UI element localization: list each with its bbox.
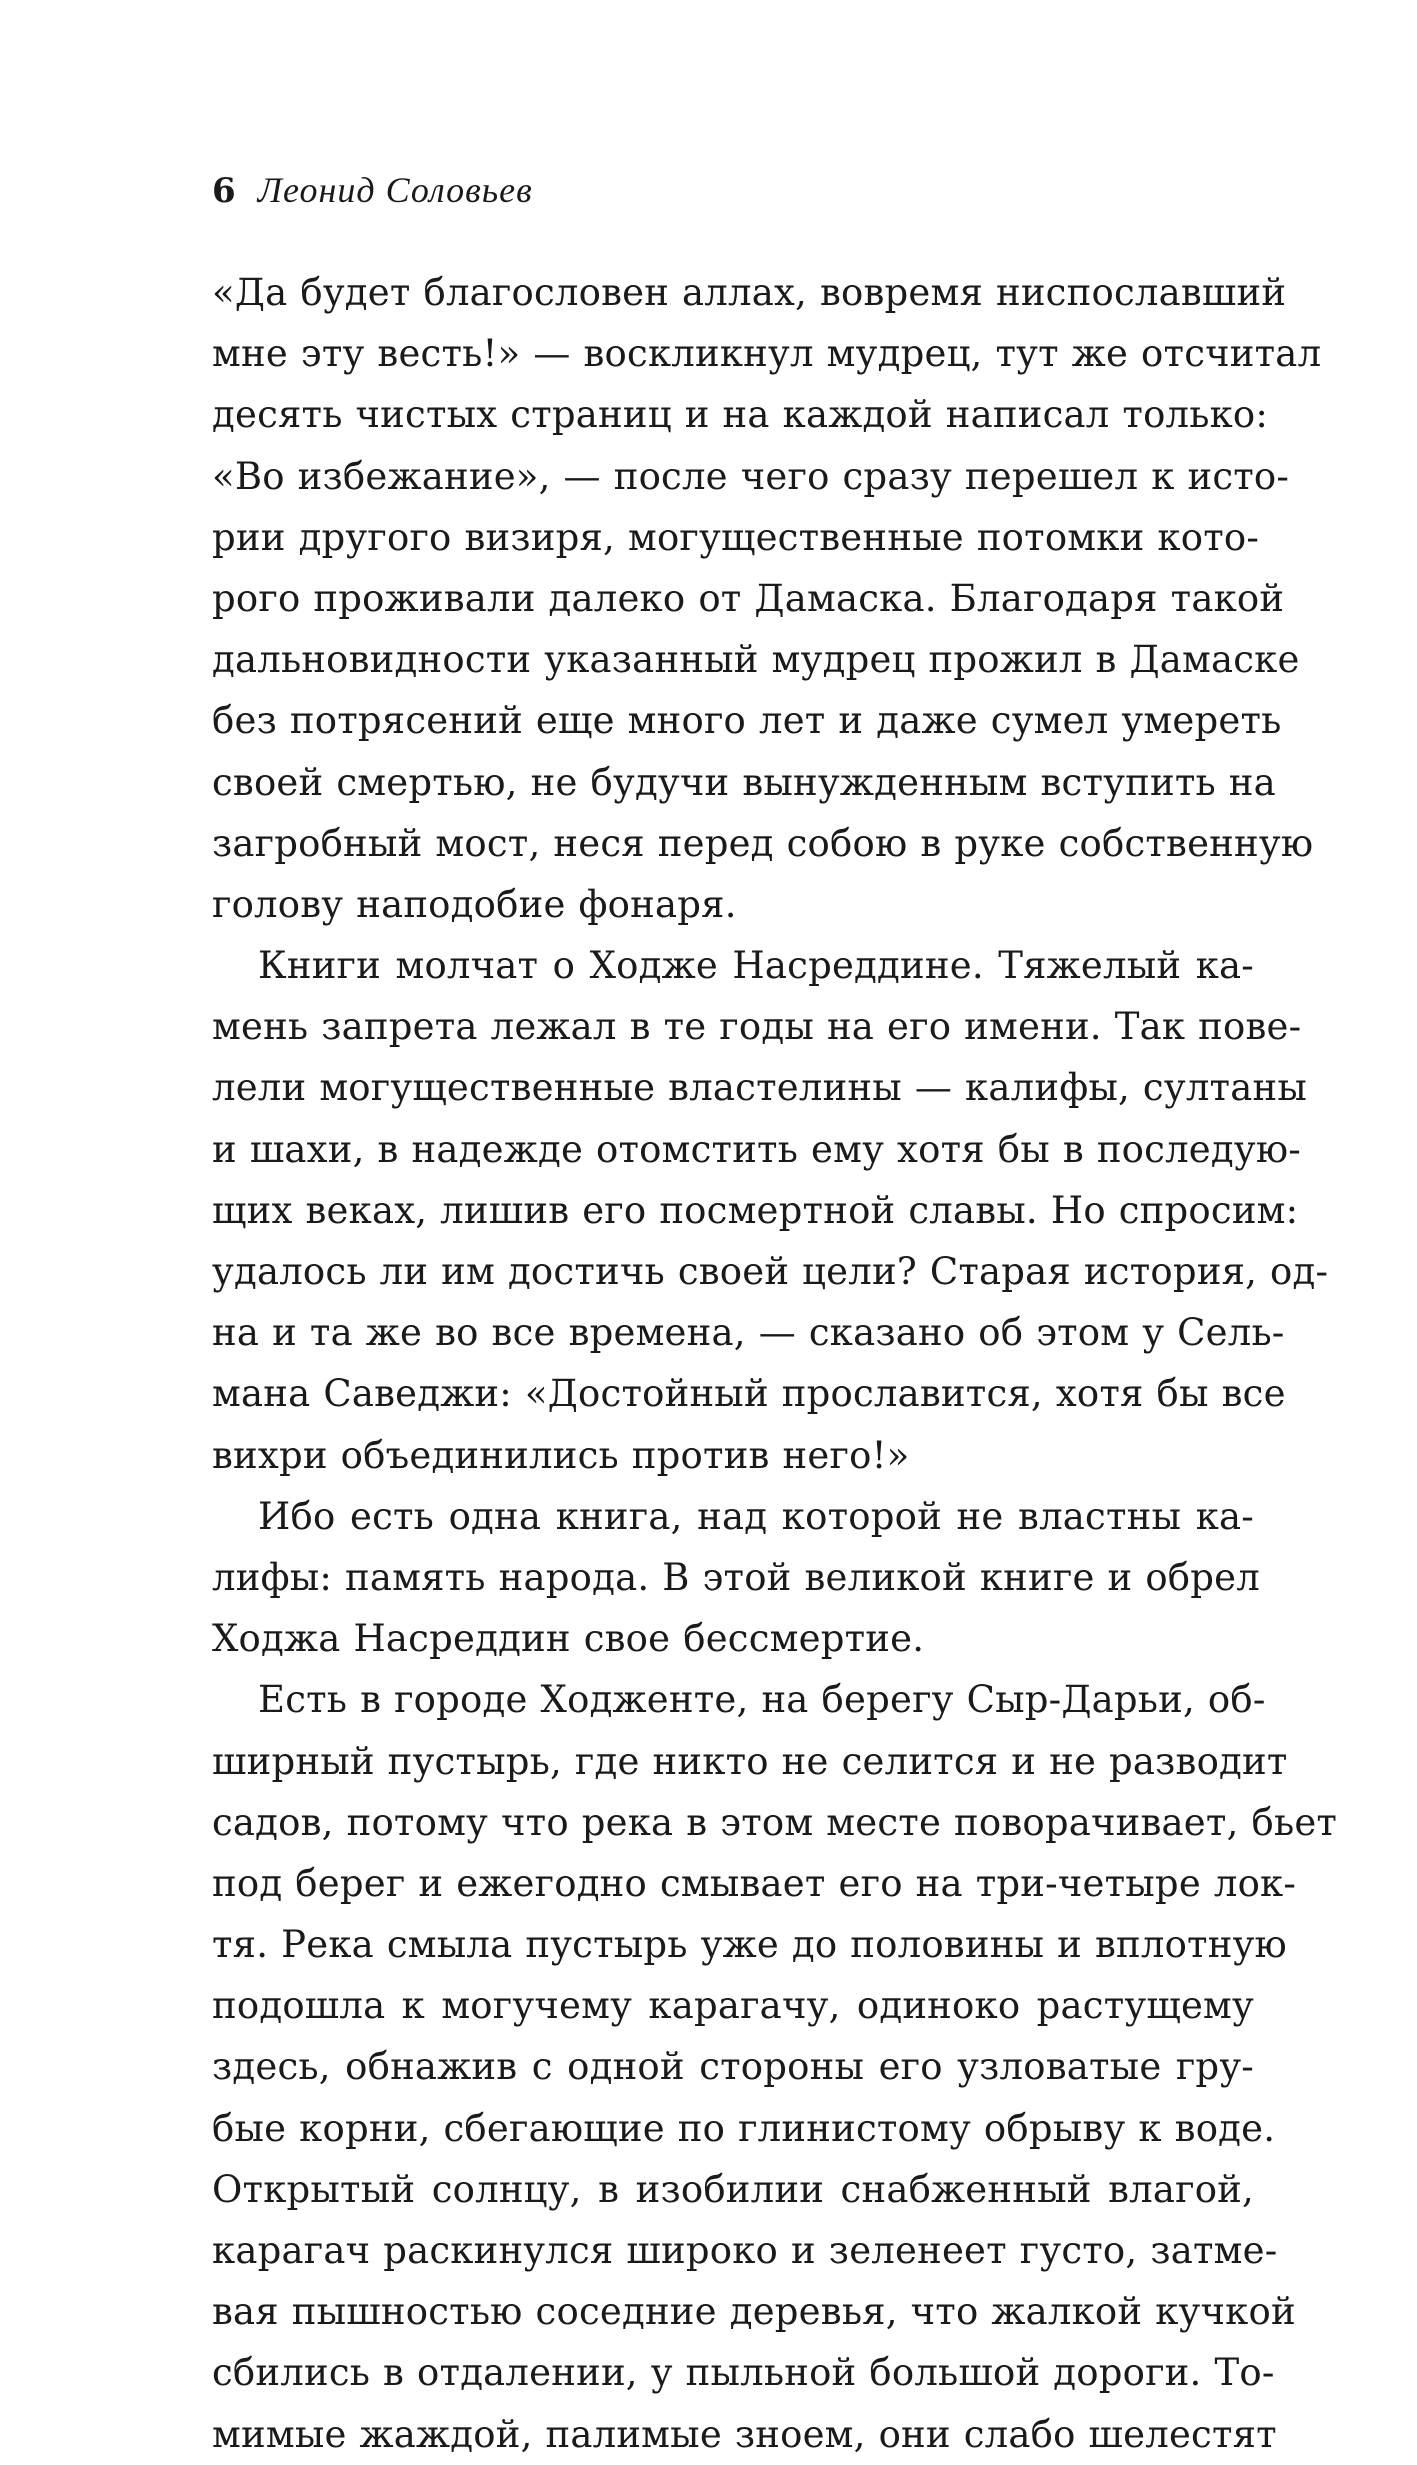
text-line: мана Саведжи: «Достойный прославится, хотя бы все — [212, 1372, 1286, 1416]
page-number: 6 — [212, 171, 236, 211]
text-line: мне эту весть!» — воскликнул мудрец, тут же отсчитал — [212, 332, 1322, 376]
text-line: «Да будет благословен аллах, вовремя ниспославший — [212, 271, 1287, 314]
text-line: рого проживали далеко от Дамаска. Благодаря такой — [212, 576, 1285, 620]
text-line: Ибо есть одна книга, над которой не властны ка- — [258, 1494, 1254, 1538]
text-line: лели могущественные властелины — калифы, султаны — [212, 1066, 1307, 1110]
text-line: вихри объединились против него!» — [212, 1433, 910, 1477]
text-line: голову наподобие фонаря. — [212, 882, 737, 926]
text-line: подошла к могучему карагачу, одиноко растущему — [212, 1984, 1254, 2028]
text-line: садов, потому что река в этом месте поворачивает, бьет — [212, 1800, 1338, 1844]
text-line: вая пышностью соседние деревья, что жалкой кучкой — [212, 2290, 1296, 2334]
text-line: без потрясений еще много лет и даже сумел умереть — [212, 699, 1282, 743]
text-line: мимые жаждой, палимые зноем, они слабо шелестят — [212, 2412, 1277, 2456]
text-line: ширный пустырь, где никто не селится и не разводит — [212, 1739, 1288, 1783]
text-line: мень запрета лежал в те годы на его имени. Так пове- — [212, 1005, 1302, 1049]
text-line: Книги молчат о Ходже Насреддине. Тяжелый ка- — [258, 944, 1254, 988]
body-text — [212, 262, 1338, 2465]
text-line: на и та же во все времена, — сказано об этом у Сель- — [212, 1311, 1285, 1355]
text-line: загробный мост, неся перед собою в руке собственную — [212, 821, 1314, 865]
text-line: своей смертью, не будучи вынужденным вступить на — [212, 760, 1276, 804]
text-line: Есть в городе Ходженте, на берегу Сыр-Дарьи, об- — [258, 1678, 1266, 1722]
text-line: сбились в отдалении, у пыльной большой дороги. То- — [212, 2351, 1275, 2395]
running-head — [212, 170, 533, 211]
text-line: десять чистых страниц и на каждой написал только: — [212, 393, 1269, 437]
text-line: рии другого визиря, могущественные потомки кото- — [212, 515, 1260, 559]
text-line: Ходжа Насреддин свое бессмертие. — [212, 1617, 925, 1661]
running-head-author: Леонид Соловьев — [257, 170, 533, 210]
text-line: бые корни, сбегающие по глинистому обрыву к воде. — [212, 2106, 1276, 2150]
text-line: и шахи, в надежде отомстить ему хотя бы в последую- — [212, 1127, 1301, 1171]
text-line: карагач раскинулся широко и зеленеет густо, затме- — [212, 2229, 1278, 2272]
text-line: щих веках, лишив его посмертной славы. Но спросим: — [212, 1188, 1299, 1232]
text-line: дальновидности указанный мудрец прожил в Дамаске — [212, 638, 1300, 682]
text-line: «Во избежание», — после чего сразу перешел к исто- — [212, 454, 1290, 498]
text-line: Открытый солнцу, в изобилии снабженный влагой, — [212, 2167, 1254, 2211]
text-line: удалось ли им достичь своей цели? Старая история, од- — [212, 1250, 1329, 1293]
text-line: под берег и ежегодно смывает его на три-четыре лок- — [212, 1861, 1297, 1905]
text-line: здесь, обнажив с одной стороны его узловатые гру- — [212, 2045, 1254, 2089]
text-line: тя. Река смыла пустырь уже до половины и вплотную — [212, 1923, 1287, 1967]
text-line: лифы: память народа. В этой великой книге и обрел — [212, 1555, 1260, 1599]
